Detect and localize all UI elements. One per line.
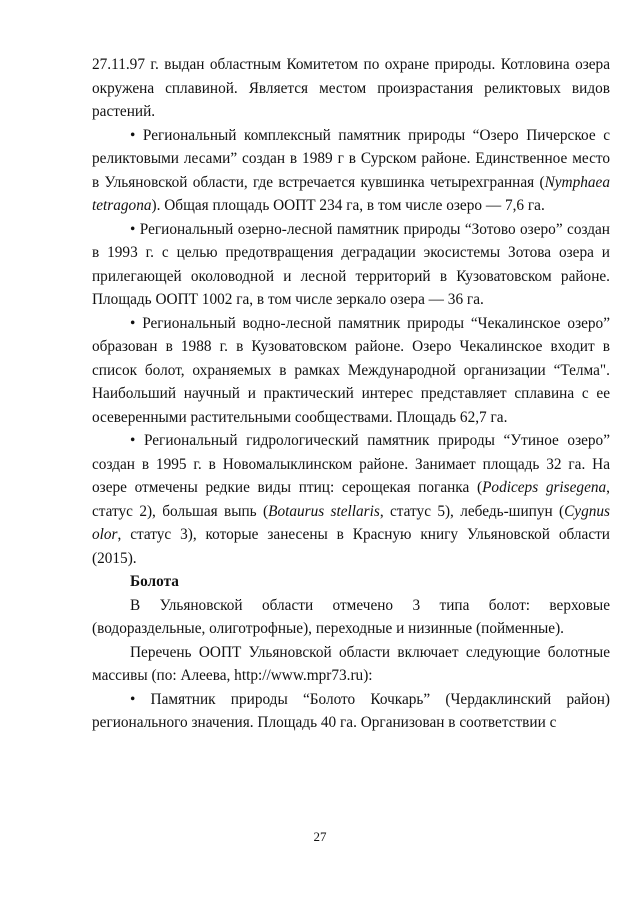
paragraph <box>92 124 610 218</box>
paragraph <box>92 641 610 688</box>
latin-species-name: Cygnus olor <box>92 502 610 543</box>
text-segment: Болота <box>130 573 179 590</box>
text-segment: , статус 3), которые занесены в Красную книгу Ульяновской области (2015). <box>92 526 610 567</box>
section-heading <box>92 570 610 594</box>
page-number: 27 <box>313 829 327 844</box>
text-segment: В Ульяновской области отмечено 3 типа болот: верховые (водораздельные, олиготрофные), переходные и низинные (пойменные). <box>92 596 610 637</box>
latin-species-name: Nymphaea tetragona <box>92 173 610 214</box>
text-segment: , статус 2), большая выпь ( <box>92 479 610 520</box>
paragraph <box>92 53 610 124</box>
text-segment: • Памятник природы “Болото Кочкарь” (Чердаклинский район) регионального значения. Площадь 40 га. Организован в соответствии с <box>92 690 610 731</box>
latin-species-name: Podiceps grisegena <box>482 479 607 496</box>
text-segment: • Региональный комплексный памятник природы “Озеро Пичерское с реликтовыми лесами” создан в 1989 г в Сурском районе. Единственное место в Ульяновской области, где встречается кувшинка четырехгранная ( <box>92 126 610 191</box>
text-segment: ). Общая площадь ООПТ 234 га, в том числе озеро — 7,6 га. <box>151 197 545 214</box>
text-segment: • Региональный водно-лесной памятник природы “Чекалинское озеро” образован в 1988 г. в Кузоватовском районе. Озеро Чекалинское входит в список болот, охраняемых в рамках Международной организации “Телма". Наибольший научный и практический интерес представляет сплавина с ее осеверенными растительными сообществами. Площадь 62,7 га. <box>92 314 610 426</box>
paragraph <box>92 312 610 430</box>
paragraph <box>92 688 610 735</box>
document-body <box>92 53 610 735</box>
text-segment: 27.11.97 г. выдан областным Комитетом по охране природы. Котловина озера окружена сплавиной. Является местом произрастания реликтовых видов растений. <box>92 56 610 120</box>
paragraph <box>92 218 610 312</box>
latin-species-name: Botaurus stellaris <box>268 502 380 520</box>
text-segment: • Региональный озерно-лесной памятник природы “Зотово озеро” создан в 1993 г. с целью предотвращения деградации экосистемы Зотова озера и прилегающей околоводной и лесной территорий в Кузоватовском районе. Площадь ООПТ 1002 га, в том числе зеркало озера — 36 га. <box>92 220 610 308</box>
paragraph <box>92 429 610 570</box>
paragraph <box>92 594 610 641</box>
text-segment: Перечень ООПТ Ульяновской области включает следующие болотные массивы (по: Алеева, http://www.mpr73.ru): <box>92 643 610 684</box>
text-segment: • Региональный гидрологический памятник природы “Утиное озеро” создан в 1995 г. в Новомалыклинском районе. Занимает площадь 32 га. На озере отмечены редкие виды птиц: серощекая поганка ( <box>92 432 610 496</box>
text-segment: , статус 5), лебедь-шипун ( <box>379 502 565 520</box>
